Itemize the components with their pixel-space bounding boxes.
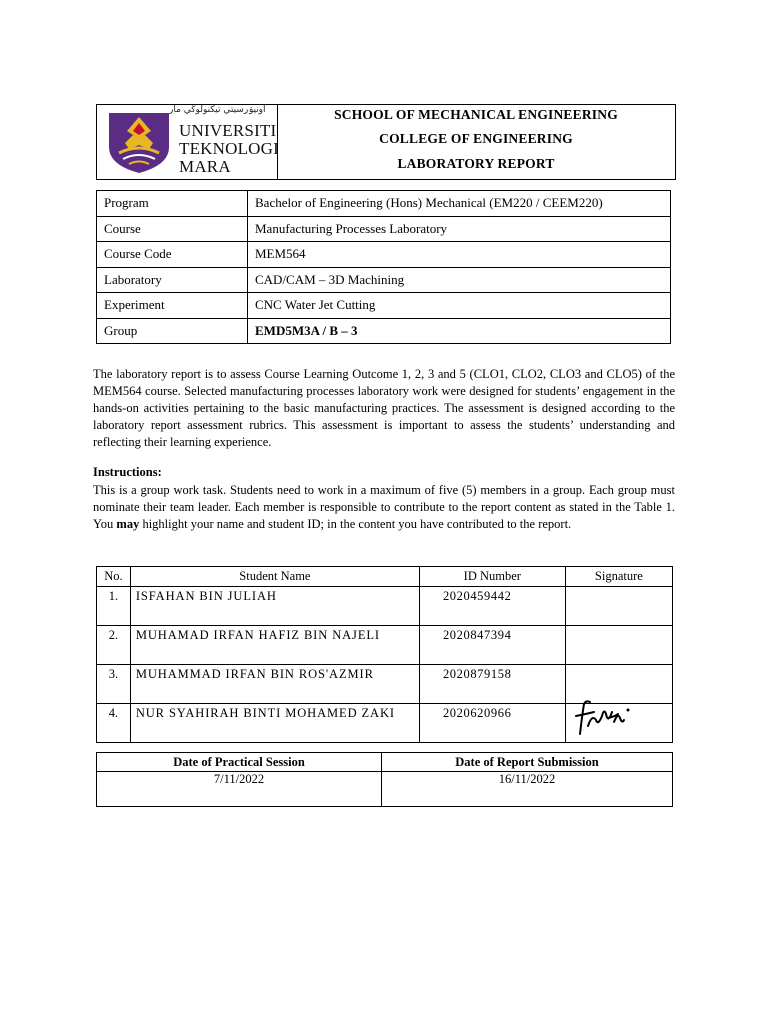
uitm-crest-icon — [105, 109, 173, 175]
info-row-group — [97, 318, 671, 344]
info-row-course-code — [97, 242, 671, 268]
table-row — [97, 587, 673, 626]
signature-cell — [565, 704, 672, 743]
info-value: CAD/CAM – 3D Machining — [248, 267, 671, 293]
submission-date-value: 16/11/2022 — [382, 772, 673, 807]
student-id: 2020459442 — [419, 587, 565, 626]
dates-header-row — [97, 753, 673, 772]
instructions-text-part1: This is a group work task. Students need to work in a maximum of five (5) members in a group. Each group must nominate their team leader. Each member is responsible to contribute to the report content as stated in the Table 1. You — [93, 483, 675, 531]
instructions-text — [93, 482, 675, 533]
info-row-program — [97, 191, 671, 217]
student-table — [96, 566, 673, 743]
row-number: 1. — [97, 587, 131, 626]
info-label: Program — [97, 191, 248, 217]
practical-date-label: Date of Practical Session — [97, 753, 382, 772]
course-info-table — [96, 190, 671, 344]
student-name: NUR SYAHIRAH BINTI MOHAMED ZAKI — [130, 704, 419, 743]
info-label: Laboratory — [97, 267, 248, 293]
student-id: 2020620966 — [419, 704, 565, 743]
header-id-number: ID Number — [419, 567, 565, 587]
report-title: LABORATORY REPORT — [397, 156, 555, 171]
header-signature: Signature — [565, 567, 672, 587]
dates-value-row — [97, 772, 673, 807]
logo-arabic-text: اونيۏرسيتي تيکنولوڬي مار — [169, 105, 266, 115]
instructions-heading: Instructions: — [93, 465, 162, 479]
row-number: 2. — [97, 626, 131, 665]
report-header — [96, 104, 676, 180]
instructions-emphasis: may — [116, 517, 140, 531]
uitm-logo — [97, 105, 278, 179]
student-name: MUHAMMAD IRFAN BIN ROS'AZMIR — [130, 665, 419, 704]
submission-date-label: Date of Report Submission — [382, 753, 673, 772]
header-no: No. — [97, 567, 131, 587]
logo-word-1: UNIVERSITI — [179, 121, 277, 140]
row-number: 3. — [97, 665, 131, 704]
info-value: MEM564 — [248, 242, 671, 268]
signature-cell — [565, 587, 672, 626]
header-student-name: Student Name — [130, 567, 419, 587]
info-value: Manufacturing Processes Laboratory — [248, 216, 671, 242]
intro-paragraph: The laboratory report is to assess Course Learning Outcome 1, 2, 3 and 5 (CLO1, CLO2, CLO3 and CLO5) of the MEM564 course. Selected manufacturing processes laboratory work were designed for students’ engagement in the hands-on activities pertaining to the basic manufacturing practices. The assessment is designed according to the laboratory report assessment rubrics. This assessment is important to assess the students’ understanding and reflecting their learning experience. — [93, 367, 675, 449]
info-label: Course — [97, 216, 248, 242]
practical-date-value: 7/11/2022 — [97, 772, 382, 807]
student-name: ISFAHAN BIN JULIAH — [130, 587, 419, 626]
school-title: SCHOOL OF MECHANICAL ENGINEERING — [334, 107, 618, 122]
student-table-header — [97, 567, 673, 587]
info-label: Experiment — [97, 293, 248, 319]
handwritten-signature-icon — [572, 698, 632, 738]
student-name: MUHAMAD IRFAN HAFIZ BIN NAJELI — [130, 626, 419, 665]
info-label: Group — [97, 318, 248, 344]
table-row — [97, 704, 673, 743]
info-label: Course Code — [97, 242, 248, 268]
info-value: Bachelor of Engineering (Hons) Mechanical (EM220 / CEEM220) — [248, 191, 671, 217]
info-row-experiment — [97, 293, 671, 319]
instructions-text-part2: highlight your name and student ID; in the content you have contributed to the report. — [139, 517, 572, 531]
row-number: 4. — [97, 704, 131, 743]
info-value: CNC Water Jet Cutting — [248, 293, 671, 319]
info-value: EMD5M3A / B – 3 — [248, 318, 671, 344]
info-row-laboratory — [97, 267, 671, 293]
logo-word-2: TEKNOLOGI — [179, 139, 279, 158]
student-id: 2020847394 — [419, 626, 565, 665]
logo-word-3: MARA — [179, 157, 231, 176]
college-title: COLLEGE OF ENGINEERING — [379, 131, 573, 146]
student-id: 2020879158 — [419, 665, 565, 704]
signature-cell — [565, 626, 672, 665]
dates-table — [96, 752, 673, 807]
table-row — [97, 626, 673, 665]
info-row-course — [97, 216, 671, 242]
